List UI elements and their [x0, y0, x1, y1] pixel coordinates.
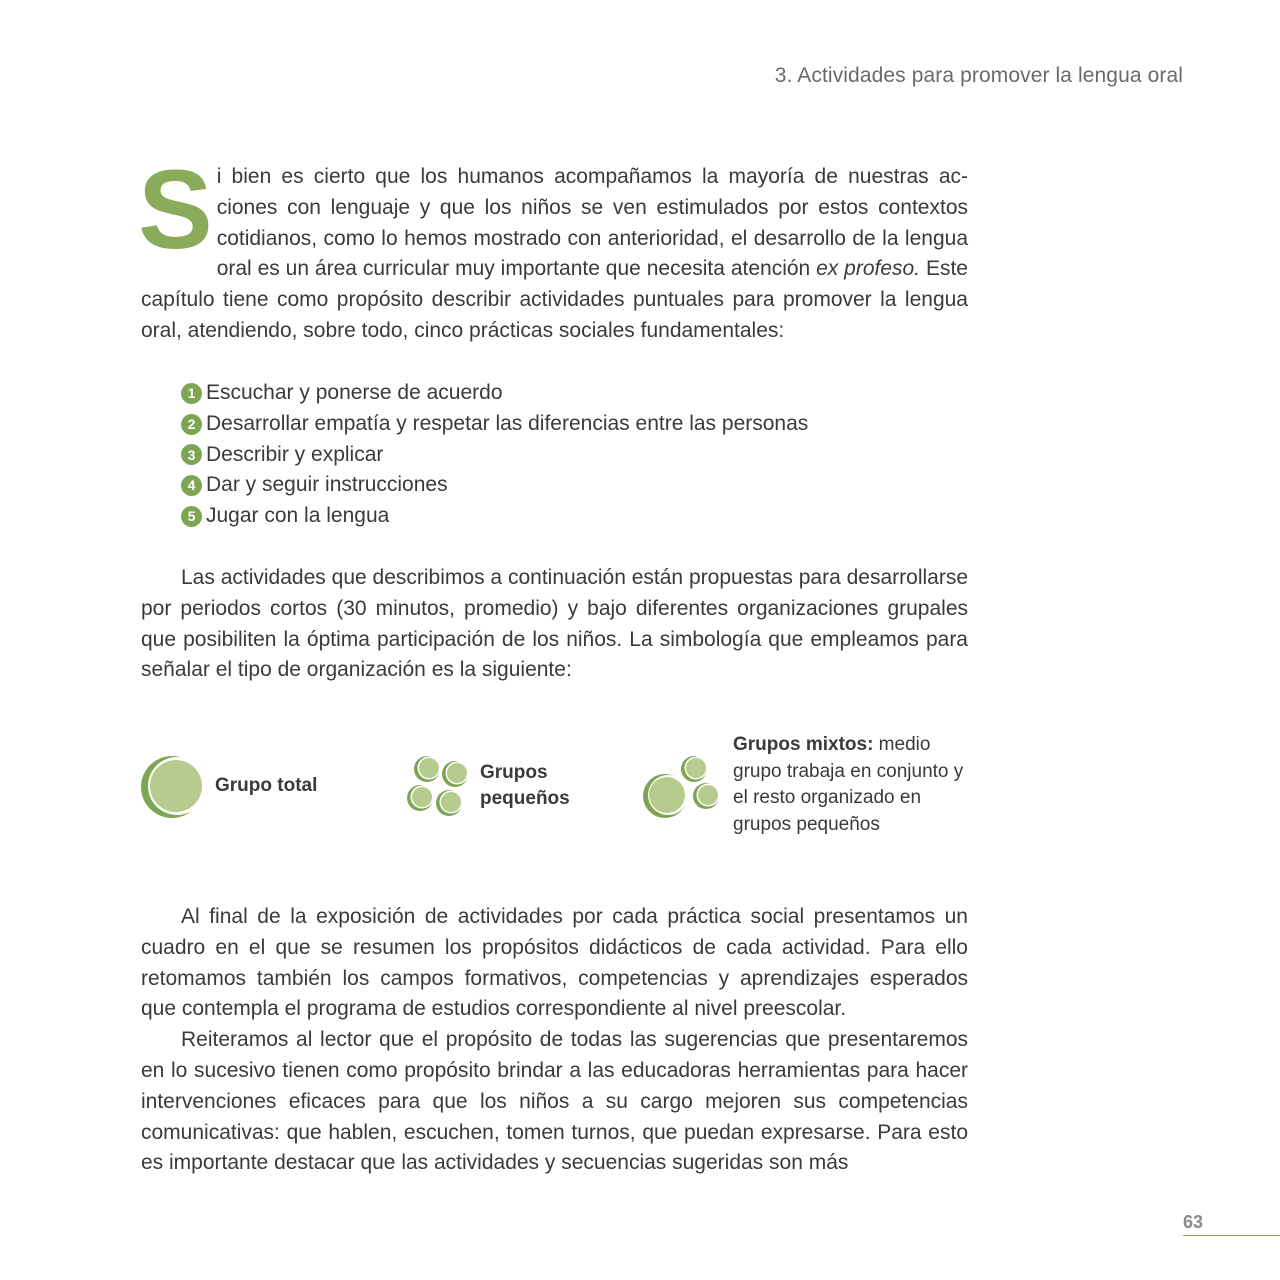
- grouping-legend: [141, 730, 971, 850]
- legend-label-mixed-groups: [733, 732, 983, 838]
- page-number: 63: [1183, 1212, 1204, 1232]
- mixed-groups-icon: [641, 752, 725, 820]
- practice-item: [181, 378, 961, 409]
- drop-cap: S: [138, 147, 213, 272]
- paragraph-text: Las actividades que describimos a continuación están propuestas para desarrollarse por periodos cortos (30 minutos, promedio) y bajo diferentes organizaciones grupales que posibiliten la óptima participación de los niños. La simbología que empleamos para señalar el tipo de organización es la siguiente:: [141, 566, 968, 682]
- running-header: 3. Actividades para promover la lengua oral: [774, 64, 1183, 87]
- number-badge-icon: 1: [181, 383, 202, 404]
- intro-block: [138, 147, 968, 347]
- intro-text-end: Este capítulo tiene como propósito describir actividades puntuales para promover la lengua oral, atendiendo, sobre todo, cinco prácticas sociales fundamentales:: [141, 257, 968, 342]
- intro-paragraph: [141, 162, 968, 347]
- intro-italic: ex profeso.: [816, 257, 921, 281]
- practice-label: Desarrollar empatía y respetar las diferencias entre las personas: [206, 411, 809, 435]
- paragraph-text: Al final de la exposición de actividades por cada práctica social presentamos un cuadro en el que se resumen los propósitos didácticos de cada actividad. Para ello retomamos también los campos formativos, competencias y aprendizajes esperados que contempla el programa de estudios correspondiente al nivel preescolar.: [141, 905, 968, 1021]
- practice-label: Escuchar y ponerse de acuerdo: [206, 381, 503, 404]
- number-badge-icon: 5: [181, 506, 202, 527]
- practice-label: Dar y seguir instrucciones: [206, 473, 448, 497]
- legend-mixed-groups: [641, 752, 725, 825]
- number-badge-icon: 4: [181, 475, 202, 496]
- practice-label: Jugar con la lengua: [206, 504, 390, 528]
- practice-label: Describir y explicar: [206, 442, 384, 466]
- legend-mixed-description: medio grupo trabaja en conjunto y el resto organizado en grupos pequeños: [733, 734, 964, 835]
- whole-group-icon: [141, 754, 211, 820]
- practice-item: [181, 470, 961, 501]
- number-badge-icon: 2: [181, 414, 202, 435]
- practices-list: [181, 378, 961, 532]
- paragraph-activities: [141, 563, 968, 686]
- legend-label-line: Grupos: [480, 762, 548, 783]
- practice-item: [181, 409, 961, 440]
- footer-rule: [1183, 1235, 1280, 1236]
- number-badge-icon: 3: [181, 444, 202, 465]
- legend-label-line: pequeños: [480, 788, 570, 809]
- legend-group-total: [141, 754, 211, 825]
- legend-label-group-total: Grupo total: [215, 775, 318, 796]
- legend-mixed-title: Grupos mixtos:: [733, 734, 874, 755]
- small-groups-icon: [405, 754, 471, 820]
- closing-paragraphs: [141, 902, 968, 1179]
- practice-item: [181, 501, 961, 532]
- intro-text-start: i bien es cierto que los humanos acompañamos la mayoría de nuestras acciones con lenguaje y que los niños se ven estimulados por estos contextos cotidianos, como lo hemos mostrado con anterioridad, el desarrollo de la lengua oral es un área curricular muy importante que necesita atención: [216, 165, 968, 281]
- legend-small-groups: [405, 754, 471, 825]
- legend-label-small-groups: [480, 760, 570, 812]
- paragraph-text: Reiteramos al lector que el propósito de todas las sugerencias que presentaremos en lo sucesivo tienen como propósito brindar a las educadoras herramientas para hacer intervenciones eficaces para que los niños a su cargo mejoren sus competencias comunicativas: que hablen, escuchen, tomen turnos, que puedan expresarse. Para esto es importante destacar que las actividades y secuencias sugeridas son más: [141, 1028, 968, 1175]
- practice-item: [181, 440, 961, 471]
